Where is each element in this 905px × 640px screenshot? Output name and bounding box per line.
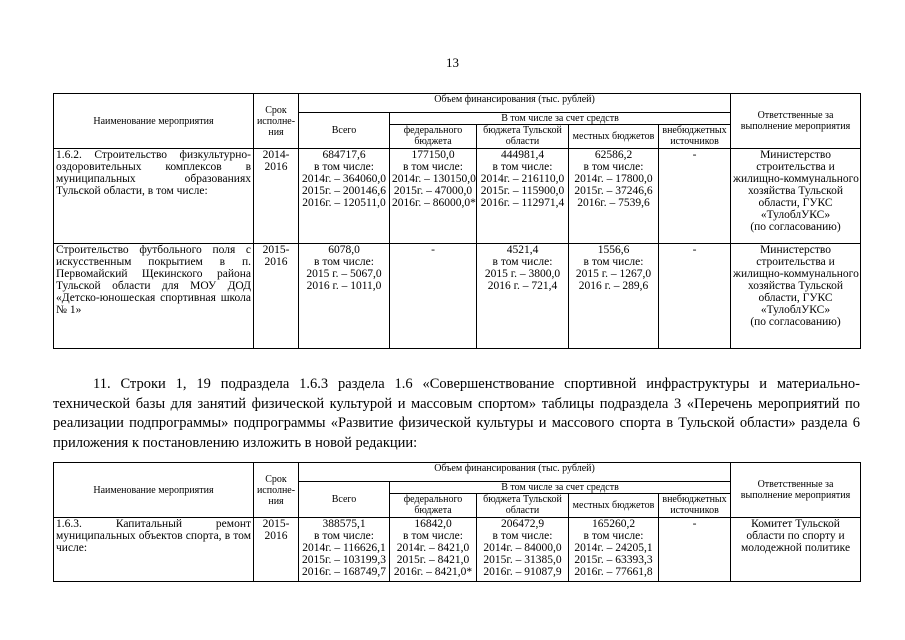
row-federal: 16842,0 в том числе: 2014г. – 8421,0 2015г. – 8421,0 2016г. – 8421,0* <box>390 518 477 582</box>
row-regional: 4521,4 в том числе: 2015 г. – 3800,0 2016 г. – 721,4 <box>477 244 569 349</box>
row-regional: 444981,4 в том числе: 2014г. – 216110,0 2015г. – 115900,0 2016г. – 112971,4 <box>477 149 569 244</box>
page-number: 13 <box>446 55 459 70</box>
row-total: 388575,1 в том числе: 2014г. – 116626,1 2015г. – 103199,3 2016г. – 168749,7 <box>299 518 390 582</box>
header-total: Всего <box>299 113 390 149</box>
header-offbudget: внебюджетных источников <box>659 125 731 149</box>
row-local: 165260,2 в том числе: 2014г. – 24205,1 2015г. – 63393,3 2016г. – 77661,8 <box>569 518 659 582</box>
row-responsible: Министерство строительства и жилищно-коммунального хозяйства Тульской области, ГУКС «ТулоблУКС» (по согласованию) <box>731 244 861 349</box>
header-local: местных бюджетов <box>569 125 659 149</box>
row-name: 1.6.3. Капитальный ремонт муниципальных объектов спорта, в том числе: <box>54 518 254 582</box>
row-total: 684717,6 в том числе: 2014г. – 364060,0 2015г. – 200146,6 2016г. – 120511,0 <box>299 149 390 244</box>
row-offbudget: - <box>659 518 731 582</box>
row-responsible: Комитет Тульской области по спорту и молодежной политике <box>731 518 861 582</box>
header-regional: бюджета Тульской области <box>477 125 569 149</box>
amendment-paragraph: 11. Строки 1, 19 подраздела 1.6.3 раздела 1.6 «Совершенствование спортивной инфраструктуры и материально-технической базы для занятий физической культурой и массовым спортом» таблицы подраздела 3 «Перечень мероприятий по реализации подпрограммы» подпрограммы «Развитие физической культуры и массового спорта в Тульской области» раздела 6 приложения к постановлению изложить в новой редакции: <box>53 376 860 451</box>
row-offbudget: - <box>659 244 731 349</box>
header-federal: федерального бюджета <box>390 125 477 149</box>
header-name: Наименование мероприятия <box>54 463 254 518</box>
financing-table-1 <box>53 93 861 349</box>
header-federal: федерального бюджета <box>390 494 477 518</box>
financing-table-2 <box>53 462 861 582</box>
table-row <box>54 518 861 582</box>
header-term: Срок исполне- ния <box>254 463 299 518</box>
row-federal: 177150,0 в том числе: 2014г. – 130150,0 2015г. – 47000,0 2016г. – 86000,0* <box>390 149 477 244</box>
row-responsible: Министерство строительства и жилищно-коммунального хозяйства Тульской области, ГУКС «ТулоблУКС» (по согласованию) <box>731 149 861 244</box>
row-regional: 206472,9 в том числе: 2014г. – 84000,0 2015г. – 31385,0 2016г. – 91087,9 <box>477 518 569 582</box>
row-local: 1556,6 в том числе: 2015 г. – 1267,0 2016 г. – 289,6 <box>569 244 659 349</box>
header-local: местных бюджетов <box>569 494 659 518</box>
row-term: 2014- 2016 <box>254 149 299 244</box>
row-name: 1.6.2. Строительство физкультурно-оздоровительных комплексов в муниципальных образованиях Тульской области, в том числе: <box>54 149 254 244</box>
row-term: 2015- 2016 <box>254 244 299 349</box>
table-row <box>54 244 861 349</box>
header-term: Срок исполне- ния <box>254 94 299 149</box>
row-name: Строительство футбольного поля с искусственным покрытием в п. Первомайский Щекинского района Тульской области для МОУ ДОД «Детско-юношеская спортивная школа № 1» <box>54 244 254 349</box>
header-financing: Объем финансирования (тыс. рублей) <box>299 463 731 482</box>
table-row <box>54 149 861 244</box>
header-financing: Объем финансирования (тыс. рублей) <box>299 94 731 113</box>
row-total: 6078,0 в том числе: 2015 г. – 5067,0 2016 г. – 1011,0 <box>299 244 390 349</box>
header-including: В том числе за счет средств <box>390 482 731 494</box>
row-local: 62586,2 в том числе: 2014г. – 17800,0 2015г. – 37246,6 2016г. – 7539,6 <box>569 149 659 244</box>
row-term: 2015- 2016 <box>254 518 299 582</box>
header-regional: бюджета Тульской области <box>477 494 569 518</box>
header-offbudget: внебюджетных источников <box>659 494 731 518</box>
header-total: Всего <box>299 482 390 518</box>
row-offbudget: - <box>659 149 731 244</box>
header-responsible: Ответственные за выполнение мероприятия <box>731 94 861 149</box>
header-responsible: Ответственные за выполнение мероприятия <box>731 463 861 518</box>
row-federal: - <box>390 244 477 349</box>
header-name: Наименование мероприятия <box>54 94 254 149</box>
header-including: В том числе за счет средств <box>390 113 731 125</box>
